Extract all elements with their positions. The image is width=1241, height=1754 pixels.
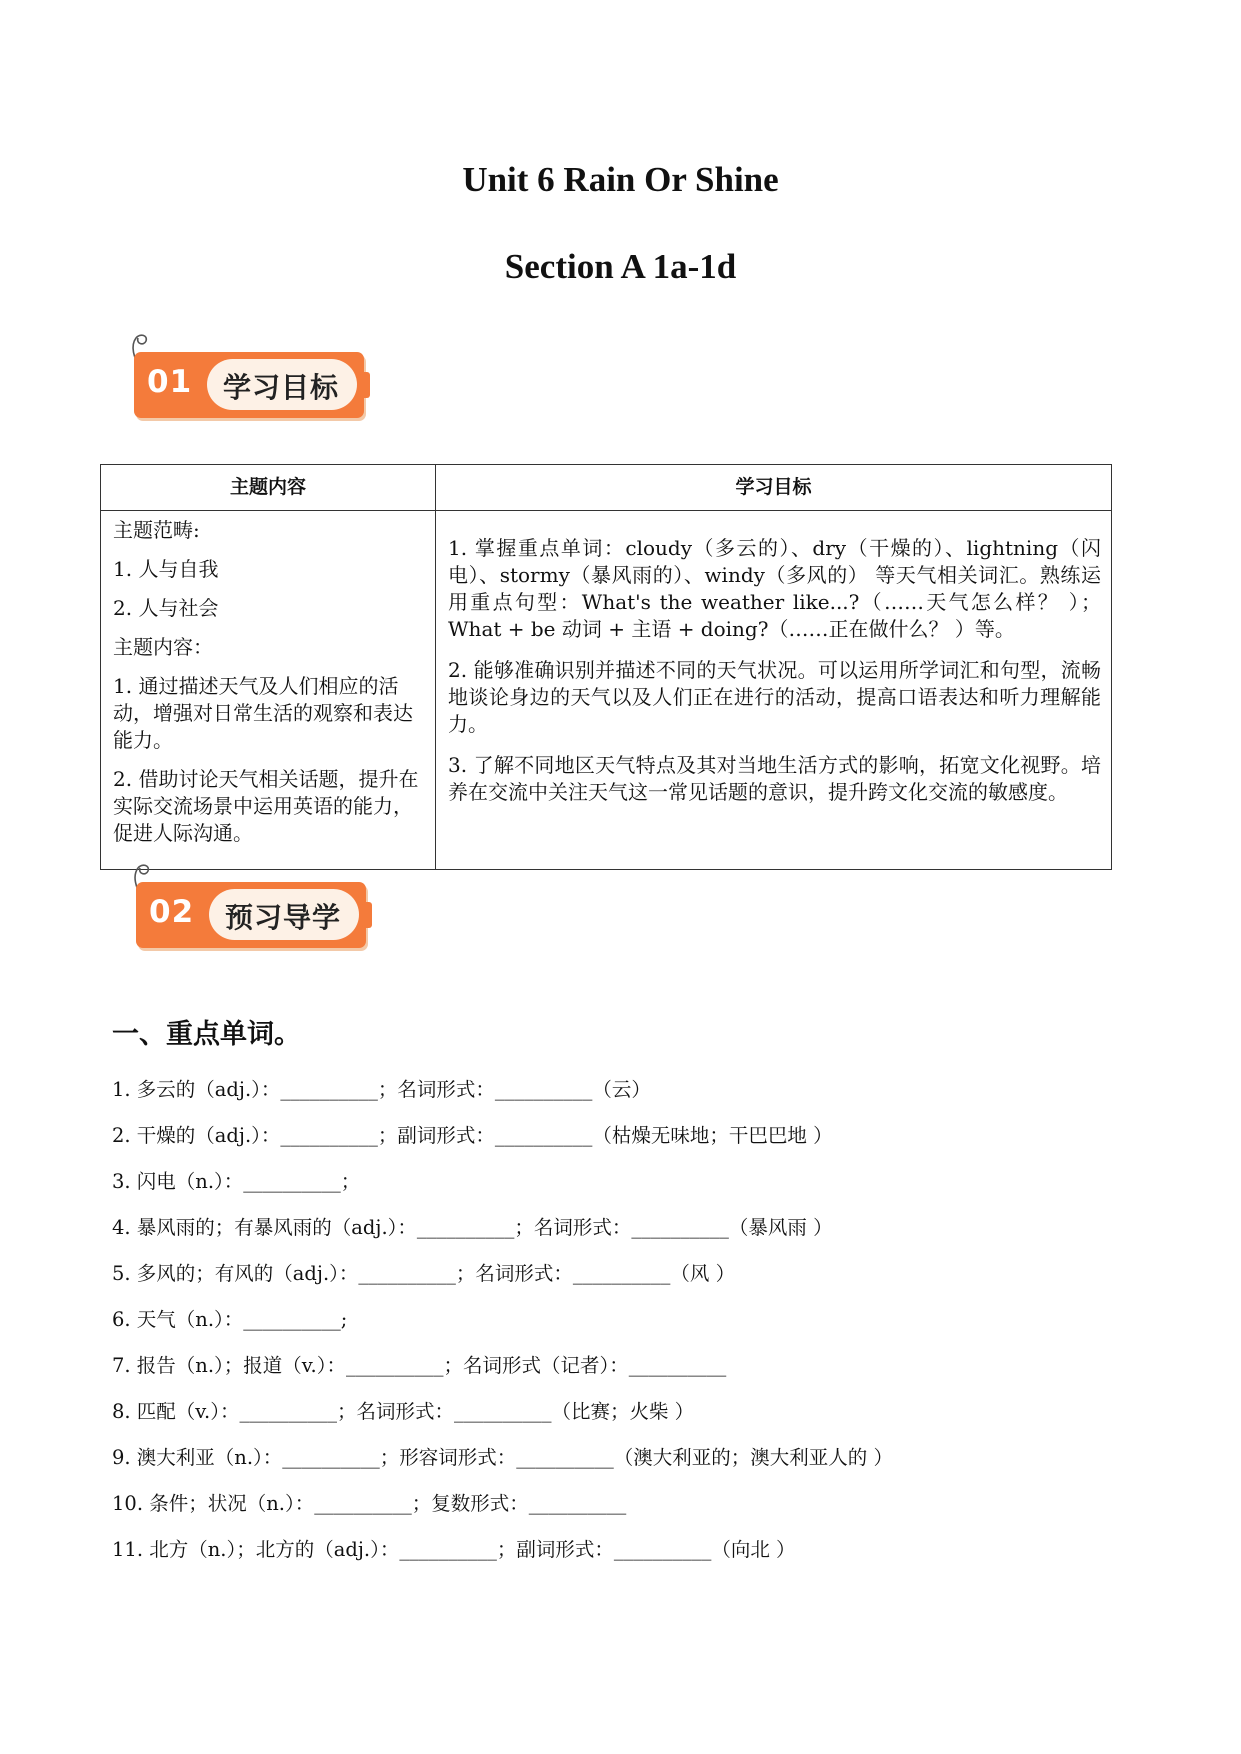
badge-card xyxy=(134,352,364,418)
topic-line: 2. 人与社会 xyxy=(113,596,219,620)
list-item: 6. 天气（n.）：__________; xyxy=(112,1308,348,1331)
vocab-section-heading: 一、重点单词。 xyxy=(112,1019,301,1050)
section-subtitle: Section A 1a-1d xyxy=(504,247,737,286)
learning-goals-table xyxy=(100,464,1112,870)
goal-paragraph: 2. 能够准确识别并描述不同的天气状况。可以运用所学词汇和句型，流畅地谈论身边的天气以及人们正在进行的活动，提高口语表达和听力理解能力。 xyxy=(448,658,1101,736)
table-header-row xyxy=(101,465,1112,511)
document-title: Unit 6 Rain Or Shine xyxy=(462,160,779,199)
list-item: 1. 多云的（adj.）：__________；名词形式：__________（云） xyxy=(112,1078,651,1101)
badge-label: 学习目标 xyxy=(223,371,340,404)
list-item: 11. 北方（n.）；北方的（adj.）：__________；副词形式：__________（向北 ） xyxy=(112,1538,796,1561)
list-item: 7. 报告（n.）；报道（v.）：__________；名词形式（记者）：__________ xyxy=(112,1354,727,1377)
badge-number: 02 xyxy=(149,894,195,930)
badge-tab xyxy=(362,902,372,928)
badge-preview-guide xyxy=(128,860,378,970)
topic-line: 1. 通过描述天气及人们相应的活动，增强对日常生活的观察和表达能力。 xyxy=(113,674,413,752)
topic-content-cell xyxy=(101,511,436,870)
list-item: 3. 闪电（n.）：__________； xyxy=(112,1170,361,1193)
table-row xyxy=(101,511,1112,870)
list-item: 10. 条件；状况（n.）：__________；复数形式：__________ xyxy=(112,1492,627,1515)
badge-label: 预习导学 xyxy=(225,901,342,934)
list-item: 8. 匹配（v.）：__________；名词形式：__________（比赛；火柴 ） xyxy=(112,1400,695,1423)
vocab-list xyxy=(112,1074,1112,1580)
topic-line: 1. 人与自我 xyxy=(113,557,219,581)
topic-line: 主题内容： xyxy=(113,635,213,659)
badge-learning-goals xyxy=(126,330,376,440)
header-learning-goals: 学习目标 xyxy=(436,465,1112,511)
list-item: 4. 暴风雨的；有暴风雨的（adj.）：__________；名词形式：__________（暴风雨 ） xyxy=(112,1216,833,1239)
topic-line: 2. 借助讨论天气相关话题，提升在实际交流场景中运用英语的能力，促进人际沟通。 xyxy=(113,767,419,845)
badge-number: 01 xyxy=(147,364,193,400)
list-item: 9. 澳大利亚（n.）：__________；形容词形式：__________（澳大利亚的；澳大利亚人的 ） xyxy=(112,1446,894,1469)
badge-card xyxy=(136,882,366,948)
header-topic-content: 主题内容 xyxy=(101,465,436,511)
goal-paragraph: 3. 了解不同地区天气特点及其对当地生活方式的影响，拓宽文化视野。培养在交流中关注天气这一常见话题的意识，提升跨文化交流的敏感度。 xyxy=(448,753,1101,804)
topic-line: 主题范畴: xyxy=(113,518,200,542)
goal-paragraph: 1. 掌握重点单词：cloudy（多云的）、dry（干燥的）、lightning（闪电）、stormy（暴风雨的）、windy（多风的） 等天气相关词汇。熟练运用重点句型：What's the weather like...?（……天气怎么样？ ）；What + be 动词 + 主语 + doing?（……正在做什么？ ）等。 xyxy=(448,536,1101,641)
learning-goals-cell xyxy=(436,511,1112,870)
badge-tab xyxy=(360,372,370,398)
list-item: 2. 干燥的（adj.）：__________；副词形式：__________（枯燥无味地；干巴巴地 ） xyxy=(112,1124,833,1147)
list-item: 5. 多风的；有风的（adj.）：__________；名词形式：__________（风 ） xyxy=(112,1262,736,1285)
